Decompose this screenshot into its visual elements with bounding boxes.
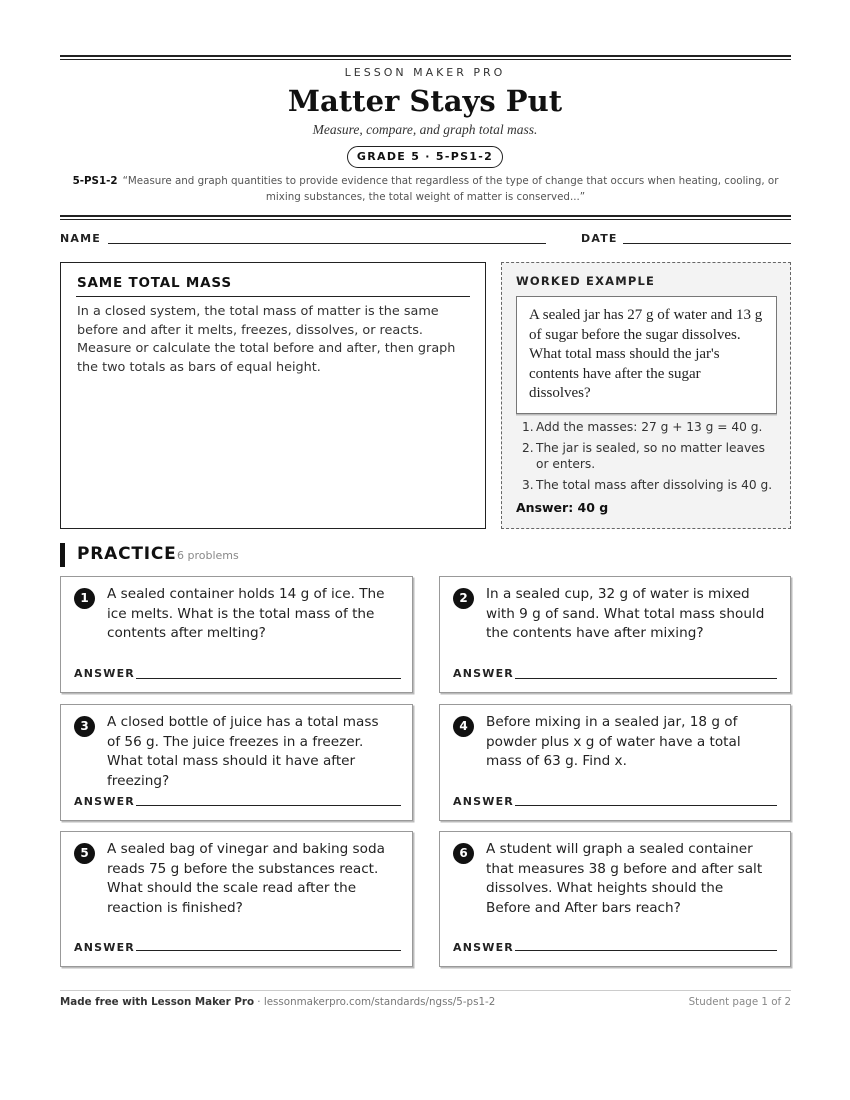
answer-field[interactable] <box>136 950 401 951</box>
problem-number-badge: 1 <box>74 588 95 609</box>
footer-separator: · <box>254 996 264 1008</box>
answer-field[interactable] <box>515 950 777 951</box>
answer-label: ANSWER <box>74 667 135 680</box>
footer-url[interactable]: lessonmakerpro.com/standards/ngss/5-ps1-2 <box>263 996 496 1008</box>
problem-card-5 <box>60 831 413 967</box>
worked-example-title: WORKED EXAMPLE <box>516 274 656 288</box>
footer-credit <box>60 996 495 1008</box>
problem-card-2 <box>439 576 791 693</box>
worked-step <box>518 419 780 435</box>
page-subtitle: Measure, compare, and graph total mass. <box>312 122 538 137</box>
step-number: 2. <box>522 441 534 455</box>
worked-example-answer: Answer: 40 g <box>516 500 609 515</box>
worked-example-box <box>501 262 791 529</box>
answer-label: ANSWER <box>453 667 514 680</box>
problem-number-badge: 5 <box>74 843 95 864</box>
problem-card-3 <box>60 704 413 821</box>
answer-field[interactable] <box>515 805 777 806</box>
footer-made-with: Made free with Lesson Maker Pro <box>60 996 255 1008</box>
step-number: 3. <box>522 478 534 492</box>
problem-number-badge: 4 <box>453 716 474 737</box>
header-top-rule <box>60 55 791 60</box>
problem-card-1 <box>60 576 413 693</box>
problem-card-4 <box>439 704 791 821</box>
problem-number-badge: 6 <box>453 843 474 864</box>
page-title: Matter Stays Put <box>287 84 563 118</box>
problem-text: A closed bottle of juice has a total mass of 56 g. The juice freezes in a freezer. What total mass should it have after freezing? <box>107 714 379 789</box>
name-label: NAME <box>60 232 101 245</box>
problem-text: In a sealed cup, 32 g of water is mixed with 9 g of sand. What total mass should the contents have after mixing? <box>486 586 765 641</box>
standard-statement <box>62 173 789 205</box>
worked-step <box>518 477 780 493</box>
answer-field[interactable] <box>515 678 777 679</box>
step-number: 1. <box>522 420 534 434</box>
problem-number-badge: 3 <box>74 716 95 737</box>
practice-accent-bar <box>60 543 65 567</box>
standard-code: 5-PS1-2 <box>72 175 118 187</box>
header-bottom-rule <box>60 215 791 220</box>
concept-text: In a closed system, the total mass of matter is the same before and after it melts, freezes, dissolves, or reacts. Measure or calculate the total before and after, then graph the two totals as bars of equal height. <box>77 304 456 376</box>
date-label: DATE <box>581 232 618 245</box>
problem-text: A student will graph a sealed container that measures 38 g before and after salt dissolves. What heights should the Before and After bars reach? <box>486 841 763 916</box>
footer-page-number: Student page 1 of 2 <box>688 996 791 1008</box>
step-text: Add the masses: 27 g + 13 g = 40 g. <box>536 420 763 434</box>
answer-label: ANSWER <box>74 941 135 954</box>
date-field[interactable] <box>623 243 791 244</box>
problem-number-badge: 2 <box>453 588 474 609</box>
practice-count: 6 problems <box>177 549 239 562</box>
concept-title: SAME TOTAL MASS <box>77 275 232 291</box>
problem-card-6 <box>439 831 791 967</box>
worked-example-steps <box>518 419 780 498</box>
name-field[interactable] <box>108 243 546 244</box>
grade-badge: GRADE 5 · 5-PS1-2 <box>347 146 503 168</box>
problem-text: Before mixing in a sealed jar, 18 g of powder plus x g of water have a total mass of 63 g. Find x. <box>486 714 741 769</box>
footer-rule <box>60 990 791 991</box>
answer-label: ANSWER <box>453 941 514 954</box>
problem-text: A sealed container holds 14 g of ice. The ice melts. What is the total mass of the contents after melting? <box>107 586 385 641</box>
step-text: The jar is sealed, so no matter leaves or enters. <box>536 441 766 471</box>
concept-box <box>60 262 486 529</box>
standard-text: “Measure and graph quantities to provide evidence that regardless of the type of change that occurs when heating, cooling, or mixing substances, the total weight of matter is conserved...” <box>122 175 779 203</box>
problem-text: A sealed bag of vinegar and baking soda reads 75 g before the substances react. What should the scale read after the reaction is finished? <box>107 841 385 916</box>
worked-step <box>518 440 780 472</box>
answer-field[interactable] <box>136 805 401 806</box>
answer-field[interactable] <box>136 678 401 679</box>
worked-example-problem: A sealed jar has 27 g of water and 13 g of sugar before the sugar dissolves. What total mass should the jar's contents have after the sugar dissolves? <box>516 296 777 414</box>
answer-label: ANSWER <box>453 795 514 808</box>
answer-label: ANSWER <box>74 795 135 808</box>
brand-name: LESSON MAKER PRO <box>344 66 506 79</box>
concept-divider <box>76 296 470 297</box>
step-text: The total mass after dissolving is 40 g. <box>536 478 773 492</box>
practice-title: PRACTICE <box>77 544 177 564</box>
